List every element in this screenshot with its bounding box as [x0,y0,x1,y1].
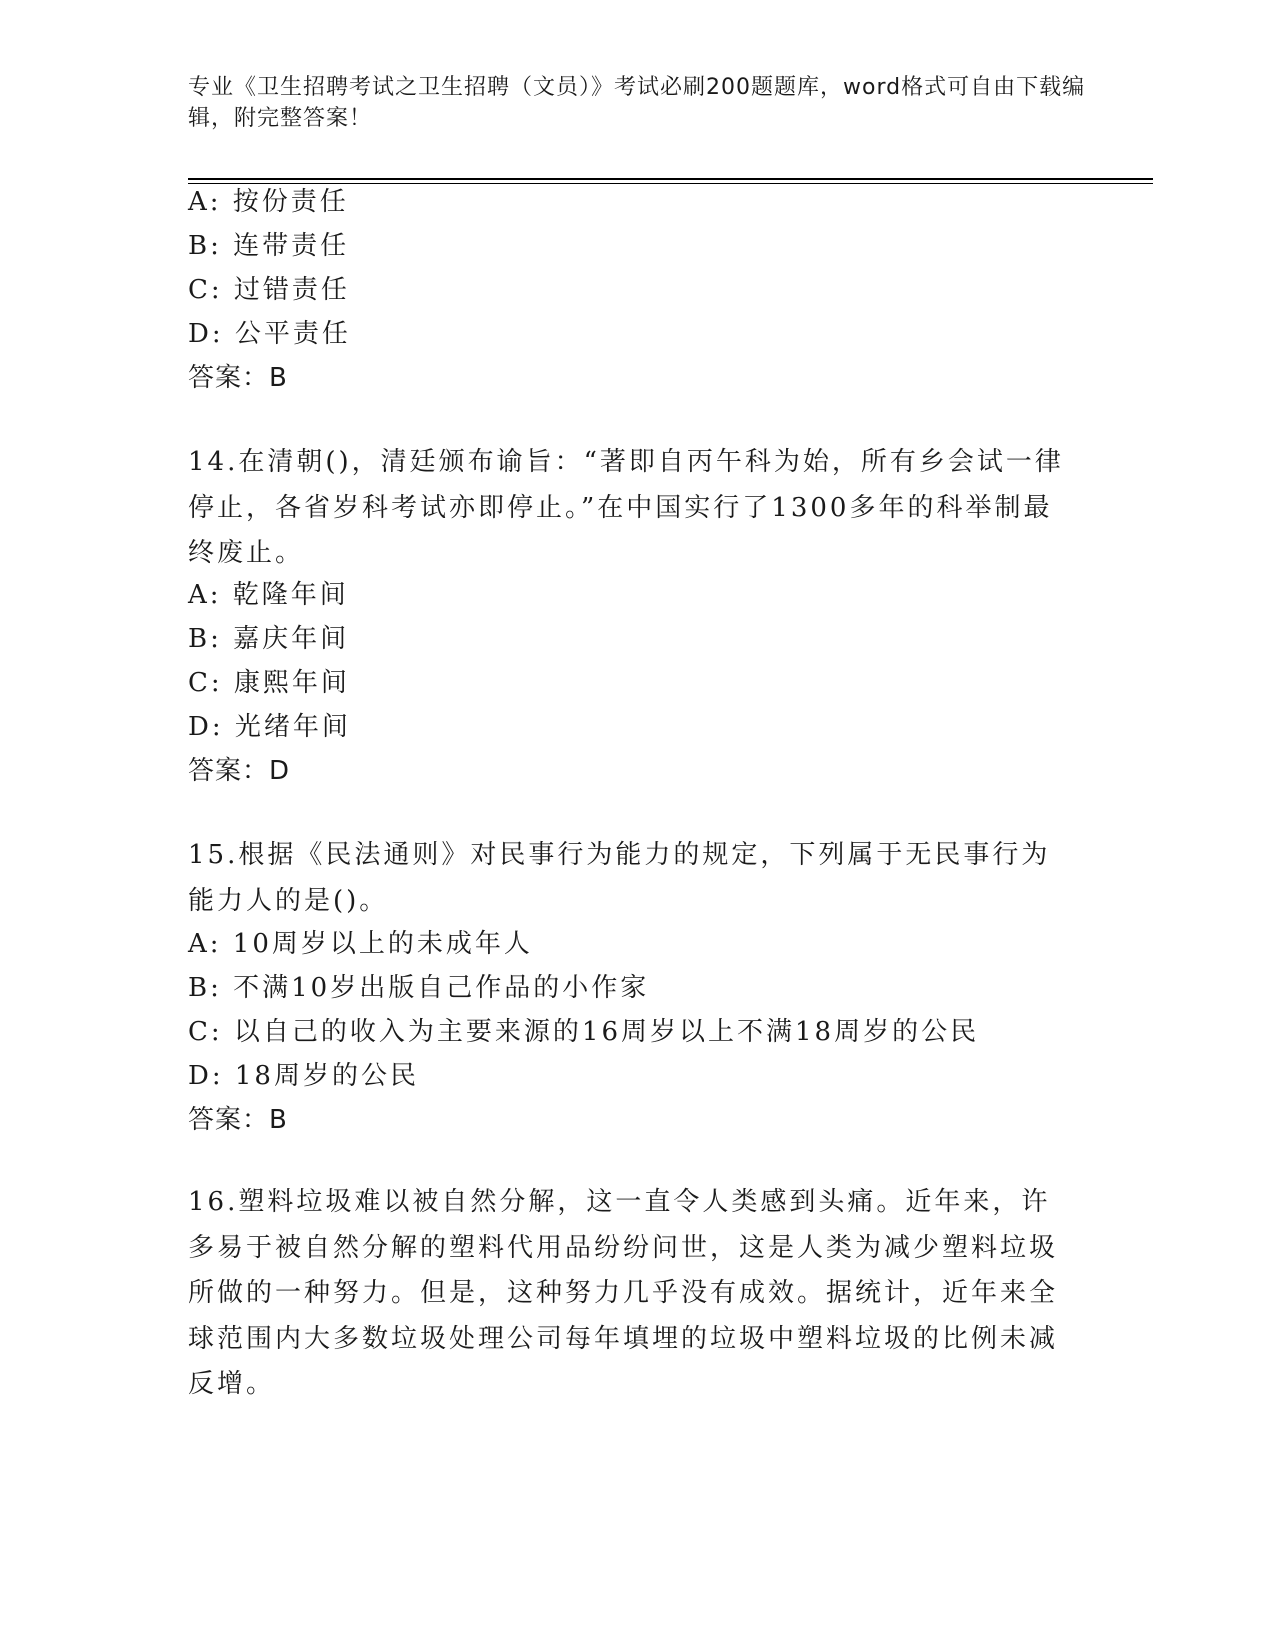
q13-answer: 答案：B [188,363,288,393]
header-divider-thin [188,183,1153,184]
q16-text: 16.塑料垃圾难以被自然分解，这一直令人类感到头痛。近年来，许多易于被自然分解的塑料代用品纷纷问世，这是人类为减少塑料垃圾所做的一种努力。但是，这种努力几乎没有成效。据统计，近年来全球范围内大多数垃圾处理公司每年填埋的垃圾中塑料垃圾的比例未减反增。 [188,1187,1059,1399]
q15-option-a: A: 10周岁以上的未成年人 [188,929,533,959]
document-header: 专业《卫生招聘考试之卫生招聘（文员）》考试必刷200题题库，word格式可自由下载编辑，附完整答案！ [188,75,1086,131]
q13-option-d: D: 公平责任 [188,319,351,349]
q14-option-d: D: 光绪年间 [188,712,351,742]
q15-text: 15.根据《民法通则》对民事行为能力的规定，下列属于无民事行为能力人的是()。 [188,840,1051,916]
q14-answer: 答案：D [188,756,291,786]
q14-option-a: A: 乾隆年间 [188,580,349,610]
header-divider [188,178,1153,180]
q14-text: 14.在清朝()，清廷颁布谕旨：“著即自丙午科为始，所有乡会试一律停止，各省岁科考试亦即停止。”在中国实行了1300多年的科举制最终废止。 [188,447,1064,568]
q14-option-b: B: 嘉庆年间 [188,624,350,654]
q13-option-a: A: 按份责任 [188,187,349,217]
q14-option-c: C: 康熙年间 [188,668,350,698]
q13-option-c: C: 过错责任 [188,275,350,305]
q13-option-b: B: 连带责任 [188,231,350,261]
q15-option-c: C: 以自己的收入为主要来源的16周岁以上不满18周岁的公民 [188,1017,980,1047]
q15-answer: 答案：B [188,1105,288,1135]
q15-option-b: B: 不满10岁出版自己作品的小作家 [188,973,650,1003]
q15-option-d: D: 18周岁的公民 [188,1061,419,1091]
